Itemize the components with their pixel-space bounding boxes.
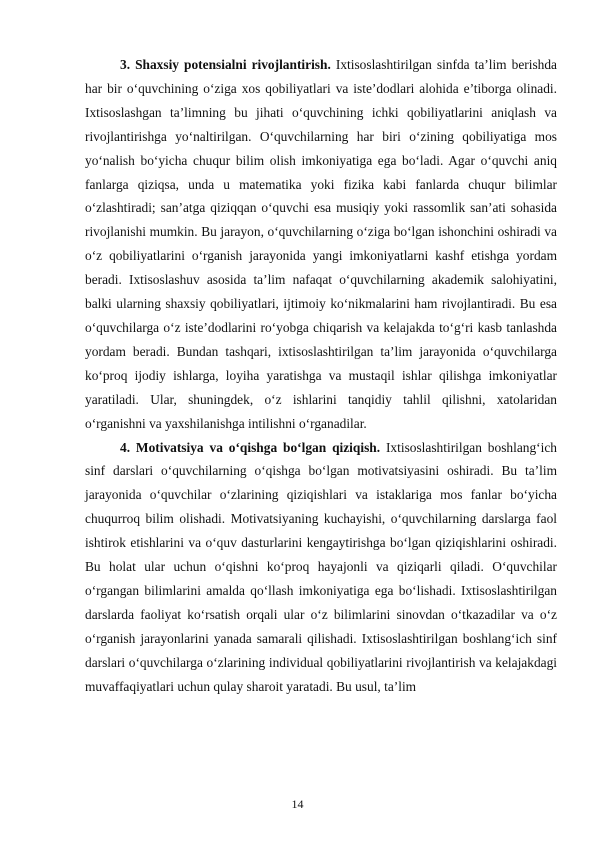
- section-3-heading: 3. Shaxsiy potensialni rivojlantirish.: [120, 57, 331, 72]
- document-page: [85, 53, 557, 698]
- section-4-paragraph: [85, 436, 557, 699]
- page-number: 14: [291, 797, 304, 811]
- section-3-body: Ixtisoslashtirilgan sinfda ta’lim berishda har bir o‘quvchining o‘ziga xos qobiliyatlari va iste’dodlari alohida e’tiborga olinadi. Ixtisoslashgan ta’limning bu jihati o‘quvchining ichki qobiliyatlarini aniqlash va rivojlantirishga yo‘naltirilgan. O‘quvchilarning har biri o‘zining qobiliyatiga mos yo‘nalish bo‘yicha chuqur bilim olish imkoniyatiga ega bo‘ladi. Agar o‘quvchi aniq fanlarga qiziqsa, unda u matematika yoki fizika kabi fanlarda chuqur bilimlar o‘zlashtiradi; san’atga qiziqqan o‘quvchi esa musiqiy yoki rassomlik san’ati sohasida rivojlanishi mumkin. Bu jarayon, o‘quvchilarning o‘ziga bo‘lgan ishonchini oshiradi va o‘z qobiliyatlarini o‘rganish jarayonida yangi imkoniyatlarni kashf etishga yordam beradi. Ixtisoslashuv asosida ta’lim nafaqat o‘quvchilarning akademik salohiyatini, balki ularning shaxsiy qobiliyatlari, ijtimoiy ko‘nikmalarini ham rivojlantiradi. Bu esa o‘quvchilarga o‘z iste’dodlarini ro‘yobga chiqarish va kelajakda to‘g‘ri kasb tanlashda yordam beradi. Bundan tashqari, ixtisoslashtirilgan ta’lim jarayonida o‘quvchilarga ko‘proq ijodiy ishlarga, loyiha yaratishga va mustaqil ishlar qilishga imkoniyatlar yaratiladi. Ular, shuningdek, o‘z ishlarini tanqidiy tahlil qilishni, xatolaridan o‘rganishni va yaxshilanishga intilishni o‘rganadilar.: [85, 57, 557, 431]
- section-4-body: Ixtisoslashtirilgan boshlang‘ich sinf darslari o‘quvchilarning o‘qishga bo‘lgan motivatsiyasini oshiradi. Bu ta’lim jarayonida o‘quvchilar o‘zlarining qiziqishlari va istaklariga mos fanlar bo‘yicha chuqurroq bilim olishadi. Motivatsiyaning kuchayishi, o‘quvchilarning darslarga faol ishtirok etishlarini va o‘quv dasturlarini kengaytirishga bo‘lgan qiziqishlarini oshiradi. Bu holat ular uchun o‘qishni ko‘proq hayajonli va qiziqarli qiladi. O‘quvchilar o‘rgangan bilimlarini amalda qo‘llash imkoniyatiga ega bo‘lishadi. Ixtisoslashtirilgan darslarda faoliyat ko‘rsatish orqali ular o‘z bilimlarini sinovdan o‘tkazadilar va o‘z o‘rganish jarayonlarini yanada samarali qilishadi. Ixtisoslashtirilgan boshlang‘ich sinf darslari o‘quvchilarga o‘zlarining individual qobiliyatlarini rivojlantirish va kelajakdagi muvaffaqiyatlari uchun qulay sharoit yaratadi. Bu usul, ta’lim: [85, 439, 557, 694]
- section-4-heading: 4. Motivatsiya va o‘qishga bo‘lgan qiziqish.: [120, 439, 381, 455]
- section-3-paragraph: [85, 53, 557, 436]
